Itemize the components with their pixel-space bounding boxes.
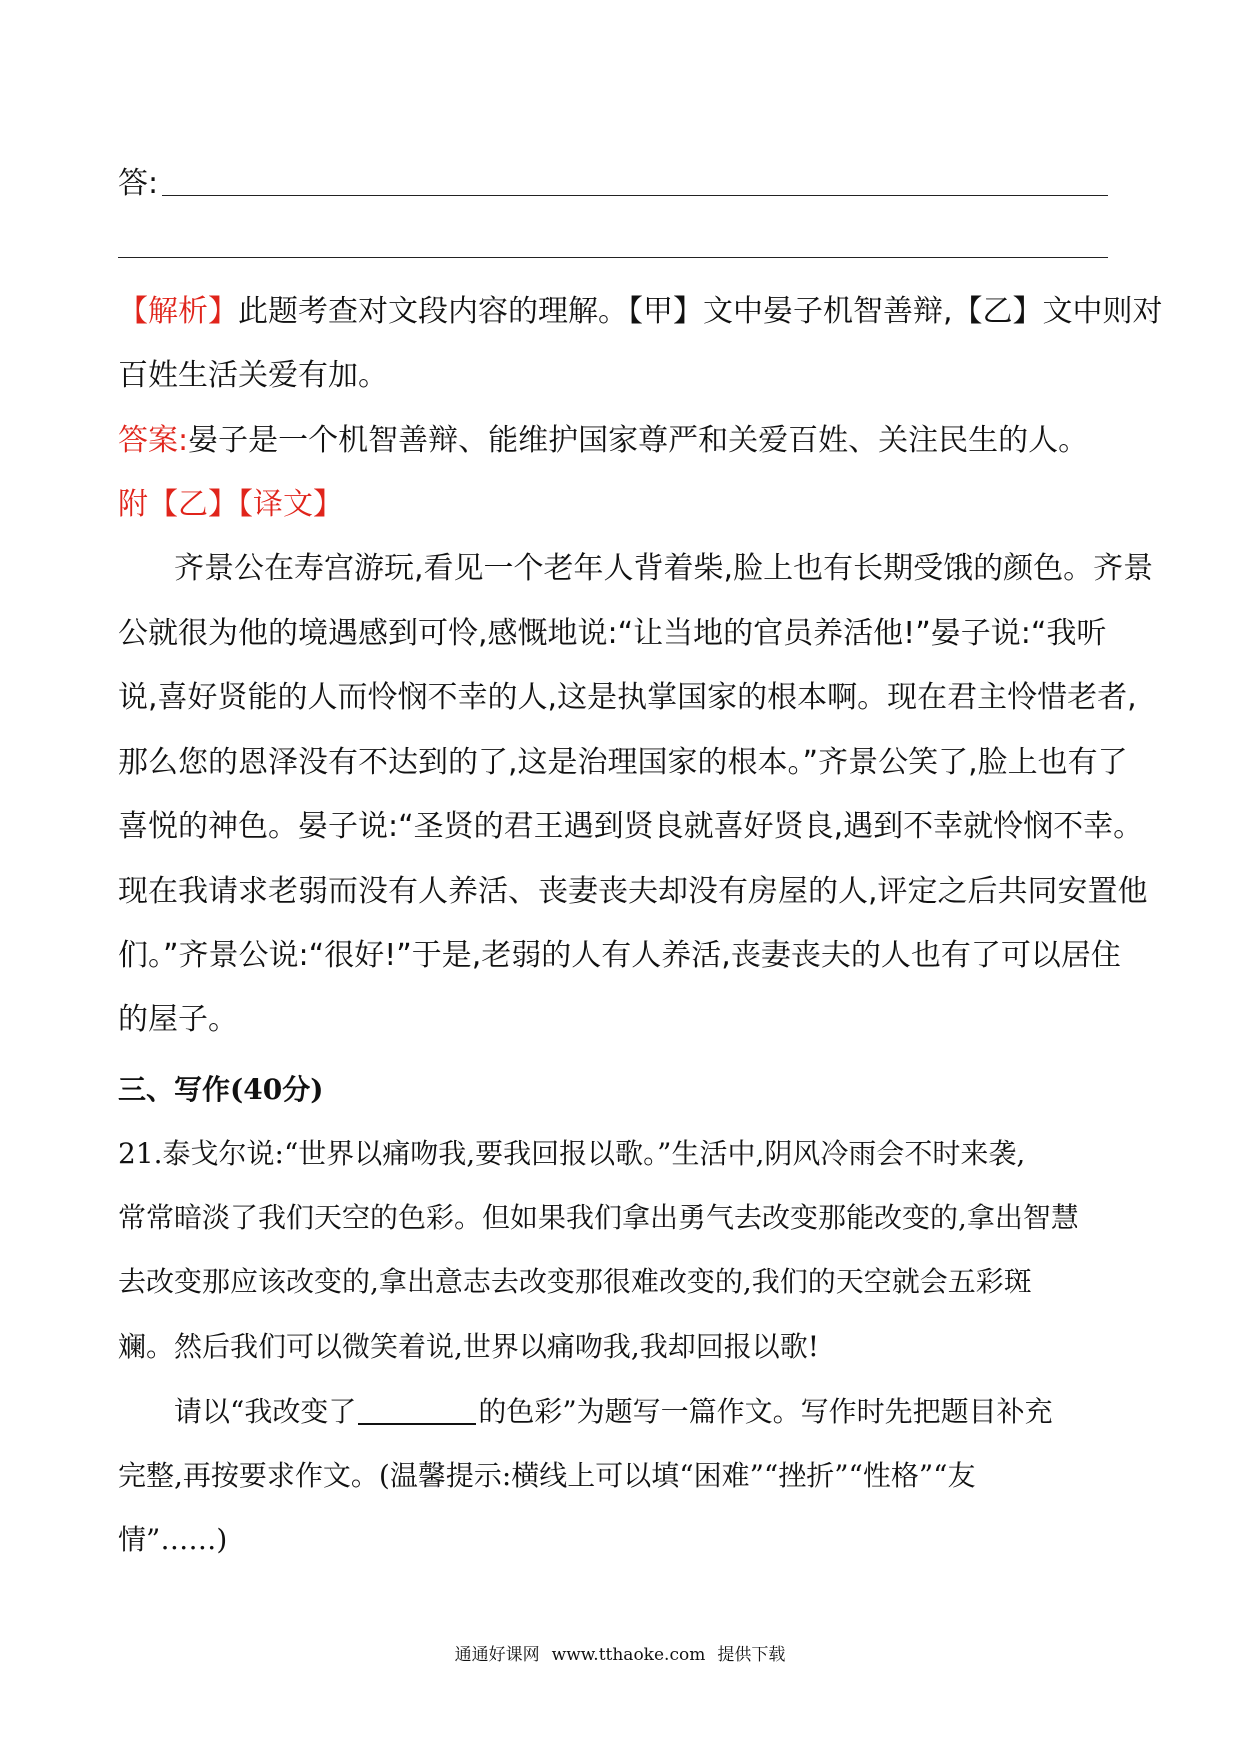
prompt-before-blank: 请以“我改变了 [174, 1395, 357, 1428]
translation-line: 的屋子。 [118, 1002, 238, 1037]
answer-label: 答: [118, 166, 159, 201]
translation-line: 们。”齐景公说:“很好!”于是,老弱的人有人养活,丧妻丧夫的人也有了可以居住 [118, 938, 1121, 973]
analysis-text-1: 此题考查对文段内容的理解。【甲】文中晏子机智善辩,【乙】文中则对 [238, 294, 1163, 329]
prompt-line-1 [174, 1394, 1053, 1430]
analysis-line-2: 百姓生活关爱有加。 [118, 358, 388, 393]
appendix-title: 附【乙】【译文】 [118, 487, 343, 522]
prompt-after-blank: 的色彩”为题写一篇作文。写作时先把题目补充 [478, 1395, 1053, 1428]
answer-line-2 [118, 257, 1108, 258]
translation-line: 齐景公在寿宫游玩,看见一个老年人背着柴,脸上也有长期受饿的颜色。齐景 [174, 551, 1154, 586]
footer-url: www.tthaoke.com [551, 1645, 706, 1665]
title-blank [358, 1399, 476, 1425]
translation-line: 说,喜好贤能的人而怜悯不幸的人,这是执掌国家的根本啊。现在君主怜惜老者, [118, 680, 1137, 715]
question-line: 斓。然后我们可以微笑着说,世界以痛吻我,我却回报以歌! [118, 1330, 820, 1363]
footer-note: 提供下载 [717, 1645, 786, 1665]
translation-line: 现在我请求老弱而没有人养活、丧妻丧夫却没有房屋的人,评定之后共同安置他 [118, 874, 1148, 909]
prompt-line-2: 完整,再按要求作文。(温馨提示:横线上可以填“困难”“挫折”“性格”“友 [118, 1459, 976, 1492]
prompt-line-3: 情”……) [118, 1523, 228, 1556]
translation-line: 喜悦的神色。晏子说:“圣贤的君王遇到贤良就喜好贤良,遇到不幸就怜悯不幸。 [118, 809, 1144, 844]
answer-text: 晏子是一个机智善辩、能维护国家尊严和关爱百姓、关注民生的人。 [188, 423, 1089, 458]
analysis-label: 【解析】 [118, 294, 238, 329]
analysis-line-1 [118, 294, 1163, 330]
question-line: 21.泰戈尔说:“世界以痛吻我,要我回报以歌。”生活中,阴风冷雨会不时来袭, [118, 1137, 1026, 1170]
answer-key-label: 答案: [118, 423, 189, 458]
translation-line: 那么您的恩泽没有不达到的了,这是治理国家的根本。”齐景公笑了,脸上也有了 [118, 745, 1128, 780]
question-line: 去改变那应该改变的,拿出意志去改变那很难改变的,我们的天空就会五彩斑 [118, 1265, 1032, 1298]
question-line: 常常暗淡了我们天空的色彩。但如果我们拿出勇气去改变那能改变的,拿出智慧 [118, 1201, 1079, 1234]
footer-site: 通通好课网 [454, 1645, 540, 1665]
answer-line-1 [162, 195, 1108, 196]
footer [0, 1640, 1240, 1665]
answer-line [118, 423, 1088, 459]
translation-line: 公就很为他的境遇感到可怜,感慨地说:“让当地的官员养活他!”晏子说:“我听 [118, 616, 1107, 651]
section-title: 三、写作(40分) [118, 1073, 324, 1106]
